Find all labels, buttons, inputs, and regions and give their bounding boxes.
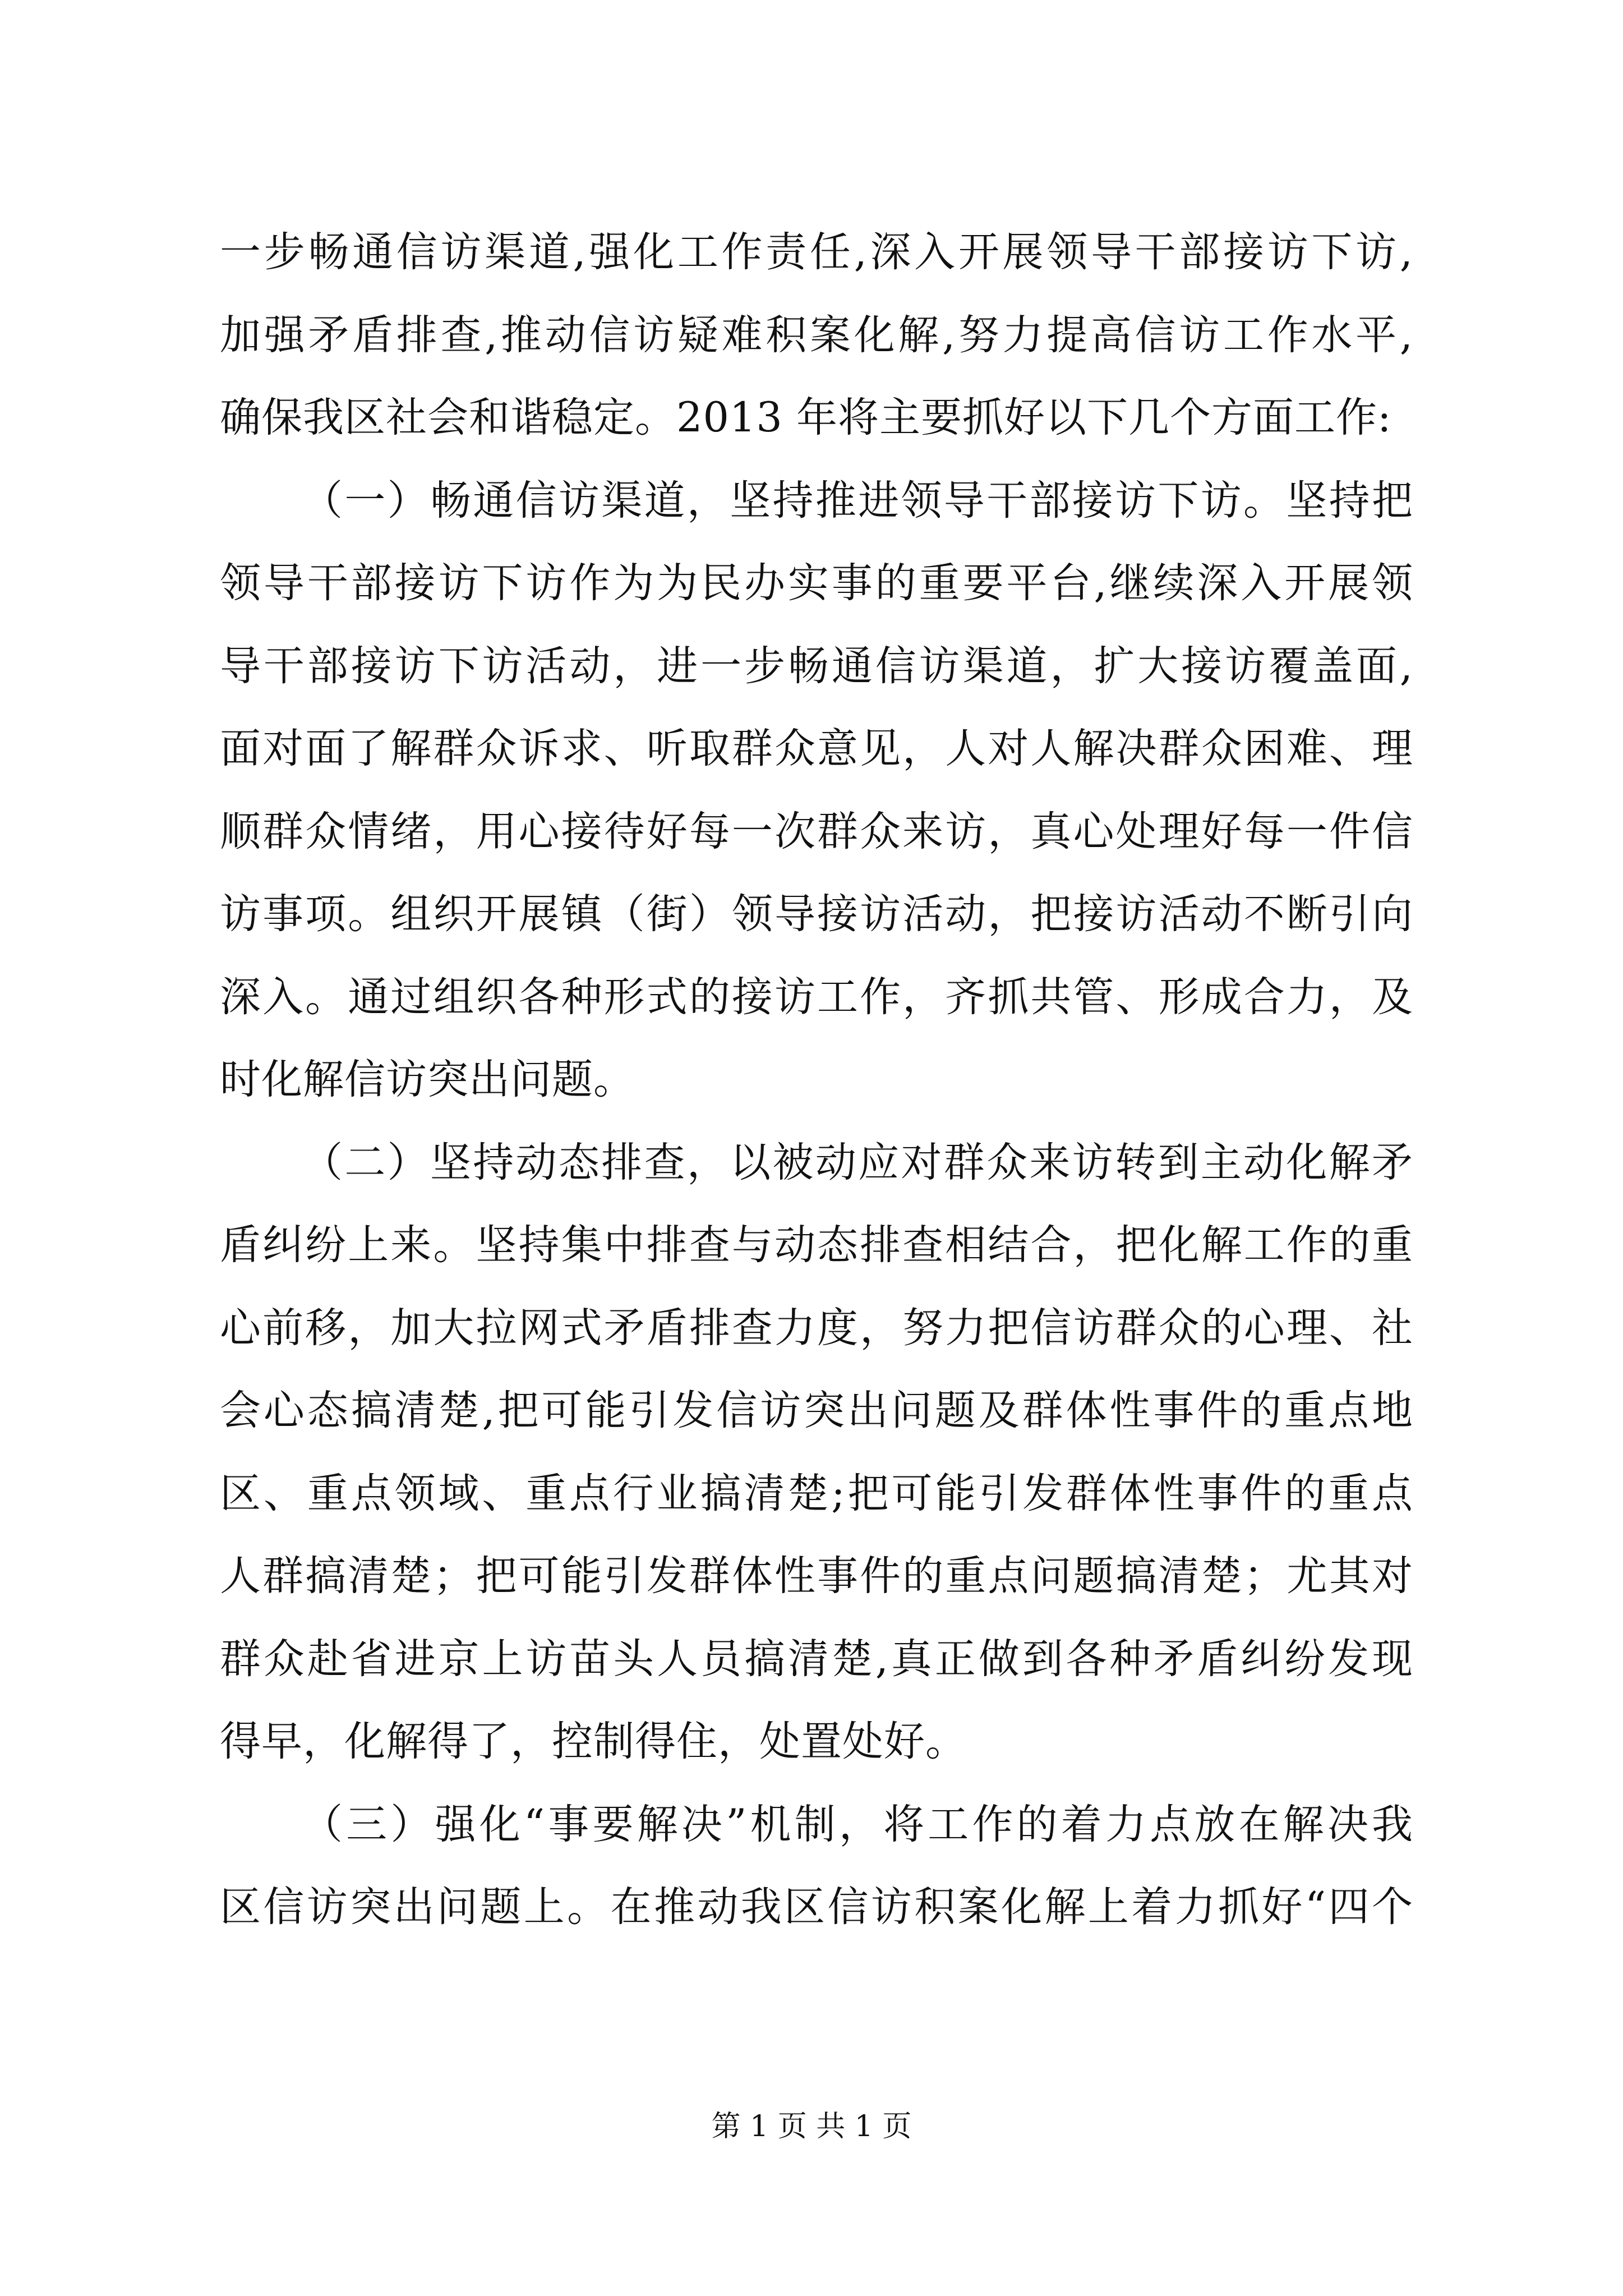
paragraph-intro bbox=[220, 211, 1413, 459]
text-line: （一）畅通信访渠道，坚持推进领导干部接访下访。坚持把 bbox=[302, 476, 1413, 524]
text-line: 面对面了解群众诉求、听取群众意见，人对人解决群众困难、理 bbox=[220, 725, 1413, 772]
page-number-label: 第 1 页 共 1 页 bbox=[711, 2110, 912, 2143]
text-line: 一步畅通信访渠道,强化工作责任,深入开展领导干部接访下访, bbox=[220, 228, 1413, 276]
text-line: 顺群众情绪，用心接待好每一次群众来访，真心处理好每一件信 bbox=[220, 807, 1413, 855]
text-line: 区、重点领域、重点行业搞清楚;把可能引发群体性事件的重点 bbox=[220, 1469, 1413, 1517]
text-line: 深入。通过组织各种形式的接访工作，齐抓共管、形成合力，及 bbox=[220, 973, 1413, 1021]
text-line: 时化解信访突出问题。 bbox=[220, 1056, 635, 1103]
text-line: 会心态搞清楚,把可能引发信访突出问题及群体性事件的重点地 bbox=[220, 1387, 1413, 1434]
paragraph-section-1 bbox=[220, 459, 1413, 1121]
paragraph-section-2 bbox=[220, 1121, 1413, 1783]
text-line: 加强矛盾排查,推动信访疑难积案化解,努力提高信访工作水平, bbox=[220, 311, 1413, 359]
text-line: 盾纠纷上来。坚持集中排查与动态排查相结合，把化解工作的重 bbox=[220, 1221, 1413, 1269]
document-body bbox=[220, 211, 1413, 1949]
text-line: 群众赴省进京上访苗头人员搞清楚,真正做到各种矛盾纠纷发现 bbox=[220, 1635, 1413, 1683]
page-footer bbox=[0, 2102, 1623, 2145]
text-line: 导干部接访下访活动，进一步畅通信访渠道，扩大接访覆盖面, bbox=[220, 642, 1413, 690]
text-line: 心前移，加大拉网式矛盾排查力度，努力把信访群众的心理、社 bbox=[220, 1304, 1413, 1352]
text-line: 领导干部接访下访作为为民办实事的重要平台,继续深入开展领 bbox=[220, 559, 1413, 607]
text-line: 访事项。组织开展镇（街）领导接访活动，把接访活动不断引向 bbox=[220, 890, 1413, 938]
paragraph-section-3 bbox=[220, 1783, 1413, 1949]
text-line: 区信访突出问题上。在推动我区信访积案化解上着力抓好“四个 bbox=[220, 1883, 1413, 1931]
text-line: （二）坚持动态排查，以被动应对群众来访转到主动化解矛 bbox=[302, 1138, 1413, 1186]
text-line: 确保我区社会和谐稳定。2013 年将主要抓好以下几个方面工作: bbox=[220, 394, 1392, 441]
text-line: （三）强化“事要解决”机制，将工作的着力点放在解决我 bbox=[302, 1800, 1413, 1848]
text-line: 得早，化解得了，控制得住，处置处好。 bbox=[220, 1718, 967, 1765]
text-line: 人群搞清楚；把可能引发群体性事件的重点问题搞清楚；尤其对 bbox=[220, 1552, 1413, 1600]
